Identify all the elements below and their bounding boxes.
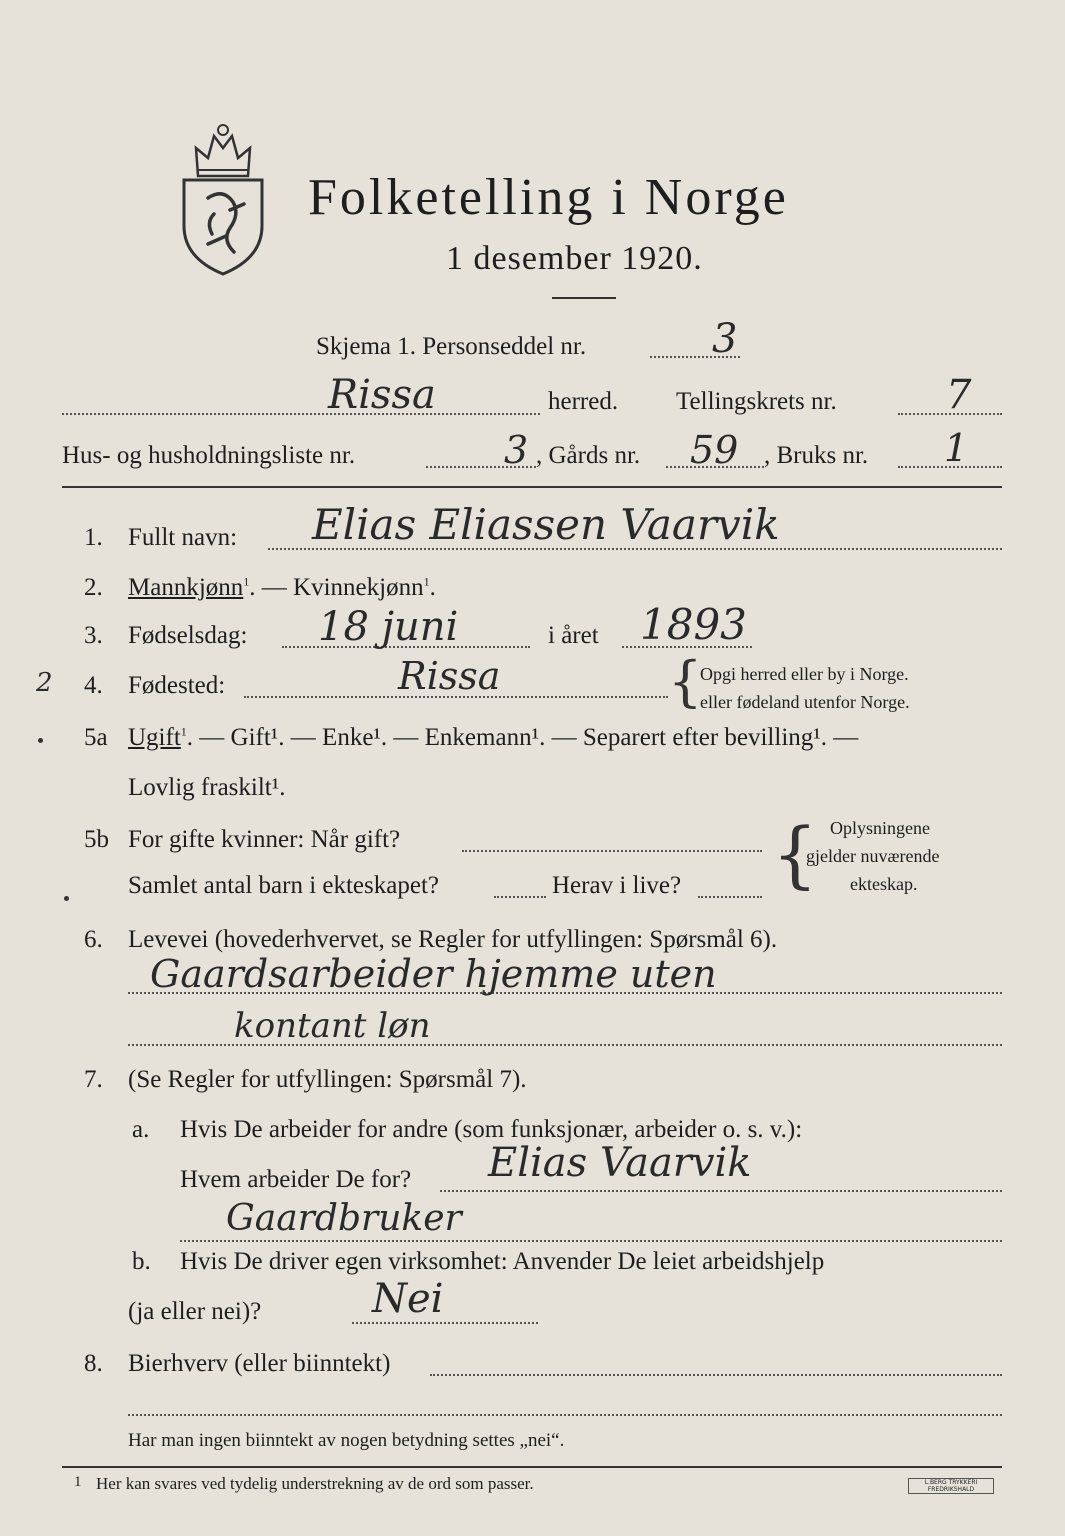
q5b-number: 5b [84,826,109,853]
q2-end: . [429,574,436,601]
q7a-line2-value: Gaardbruker [226,1198,462,1239]
q6-answer-line1: Gaardsarbeider hjemme uten [150,952,717,996]
q5a-other-options[interactable]: . — Gift¹. — Enke¹. — Enkemann¹. — Separert efter bevilling¹. — [186,724,859,751]
q8-dotted-line-1 [430,1374,1002,1376]
herred-dotted-line [62,413,540,415]
q7a-dotted-line-2 [180,1240,1002,1242]
q5a-number: 5a [84,724,108,751]
skjema-value: 3 [712,316,738,362]
q6-number: 6. [84,926,103,953]
q5a-line2[interactable]: Lovlig fraskilt¹. [128,774,286,801]
form-subtitle: 1 desember 1920. [446,240,703,277]
q2-number: 2. [84,574,103,601]
q7-label: (Se Regler for utfyllingen: Spørsmål 7). [128,1066,527,1093]
q4-label: Fødested: [128,672,226,699]
q8-number: 8. [84,1350,103,1377]
q1-value: Elias Eliassen Vaarvik [312,500,780,549]
skjema-label: Skjema 1. Personseddel nr. [316,333,587,360]
q2-options: Mannkjønn$^1$. — Kvinnekjønn$^1$. [128,574,436,601]
q1-label: Fullt navn: [128,524,238,551]
q2-male-option[interactable]: Mannkjønn [128,574,244,601]
herred-label: herred. [548,388,619,415]
q7b-letter: b. [132,1248,151,1275]
q2-female-option[interactable]: Kvinnekjønn [293,574,424,601]
q5b-margin-dot [64,896,69,901]
q4-margin-mark: 2 [36,668,53,698]
q3-year-value: 1893 [640,600,747,649]
q7b-text: Hvis De driver egen virksomhet: Anvender De leiet arbeidshjelp [180,1248,825,1275]
tellingskrets-label: Tellingskrets nr. [676,388,837,415]
q4-number: 4. [84,672,103,699]
q5a-options: Ugift$^1$. — Gift¹. — Enke¹. — Enkemann¹. — Separert efter bevilling¹. — [128,724,859,751]
q5b-dotted-line [462,850,762,852]
footnote-mark: 1 [74,1474,82,1490]
q5b-children-dotted-line [494,896,546,898]
q5b-note-line2: gjelder nuværende [806,846,940,866]
q7b-dotted-line [352,1322,538,1324]
q3-label: Fødselsdag: [128,622,248,649]
q5b-label: For gifte kvinner: Når gift? [128,826,401,853]
herred-value: Rissa [328,372,436,418]
q4-note-line1: Opgi herred eller by i Norge. [700,664,909,684]
husliste-value: 3 [504,428,529,472]
q5b-note-line3: ekteskap. [850,874,918,894]
gards-label: , Gårds nr. [536,442,641,469]
q7a-who-value: Elias Vaarvik [488,1140,752,1186]
q3-value: 18 juni [318,604,459,650]
q5b-note-brace: { [772,812,818,896]
footnote-text: Her kan svares ved tydelig understrekning av de ord som passer. [96,1474,534,1493]
norway-coat-of-arms-icon [178,118,268,278]
q7b-value: Nei [372,1276,444,1322]
q6-label: Levevei (hovederhvervet, se Regler for utfyllingen: Spørsmål 6). [128,926,778,953]
q5b-note-line1: Oplysningene [830,818,930,838]
printer-stamp [908,1478,994,1494]
q2-separator: . — [249,574,294,601]
header-divider [62,486,1002,488]
q4-value: Rissa [398,654,501,698]
q7b-label: (ja eller nei)? [128,1298,262,1325]
husliste-label: Hus- og husholdningsliste nr. [62,442,356,469]
q4-note-line2: eller fødeland utenfor Norge. [700,692,910,712]
printer-stamp-text: L.BERG TRYKKERI FREDRIKSHALD [924,1479,978,1493]
footer-divider [62,1466,1002,1468]
q7a-who-label: Hvem arbeider De for? [180,1166,412,1193]
q7a-who-dotted-line [440,1190,1002,1192]
gards-value: 59 [690,428,739,472]
tellingskrets-value: 7 [946,372,972,418]
q1-number: 1. [84,524,103,551]
q7-number: 7. [84,1066,103,1093]
q4-note-brace: { [668,650,703,713]
bruks-value: 1 [944,426,969,470]
q3-number: 3. [84,622,103,649]
q5b-children-label: Samlet antal barn i ekteskapet? [128,872,439,899]
q8-dotted-line-2 [128,1414,1002,1416]
q7a-text: Hvis De arbeider for andre (som funksjonær, arbeider o. s. v.): [180,1116,803,1143]
q5b-alive-label: Herav i live? [552,872,682,899]
q7a-letter: a. [132,1116,150,1143]
q5a-ugift-option[interactable]: Ugift [128,724,181,751]
q3-year-label: i året [548,622,599,649]
q5a-margin-dot [38,738,43,743]
bruks-label: , Bruks nr. [764,442,869,469]
q6-answer-line2: kontant løn [234,1006,431,1046]
form-title: Folketelling i Norge [308,169,789,226]
q8-label: Bierhverv (eller biinntekt) [128,1350,391,1377]
title-divider [552,297,616,299]
q5b-alive-dotted-line [698,896,762,898]
footer-note: Har man ingen biinntekt av nogen betydning settes „nei“. [128,1430,565,1451]
